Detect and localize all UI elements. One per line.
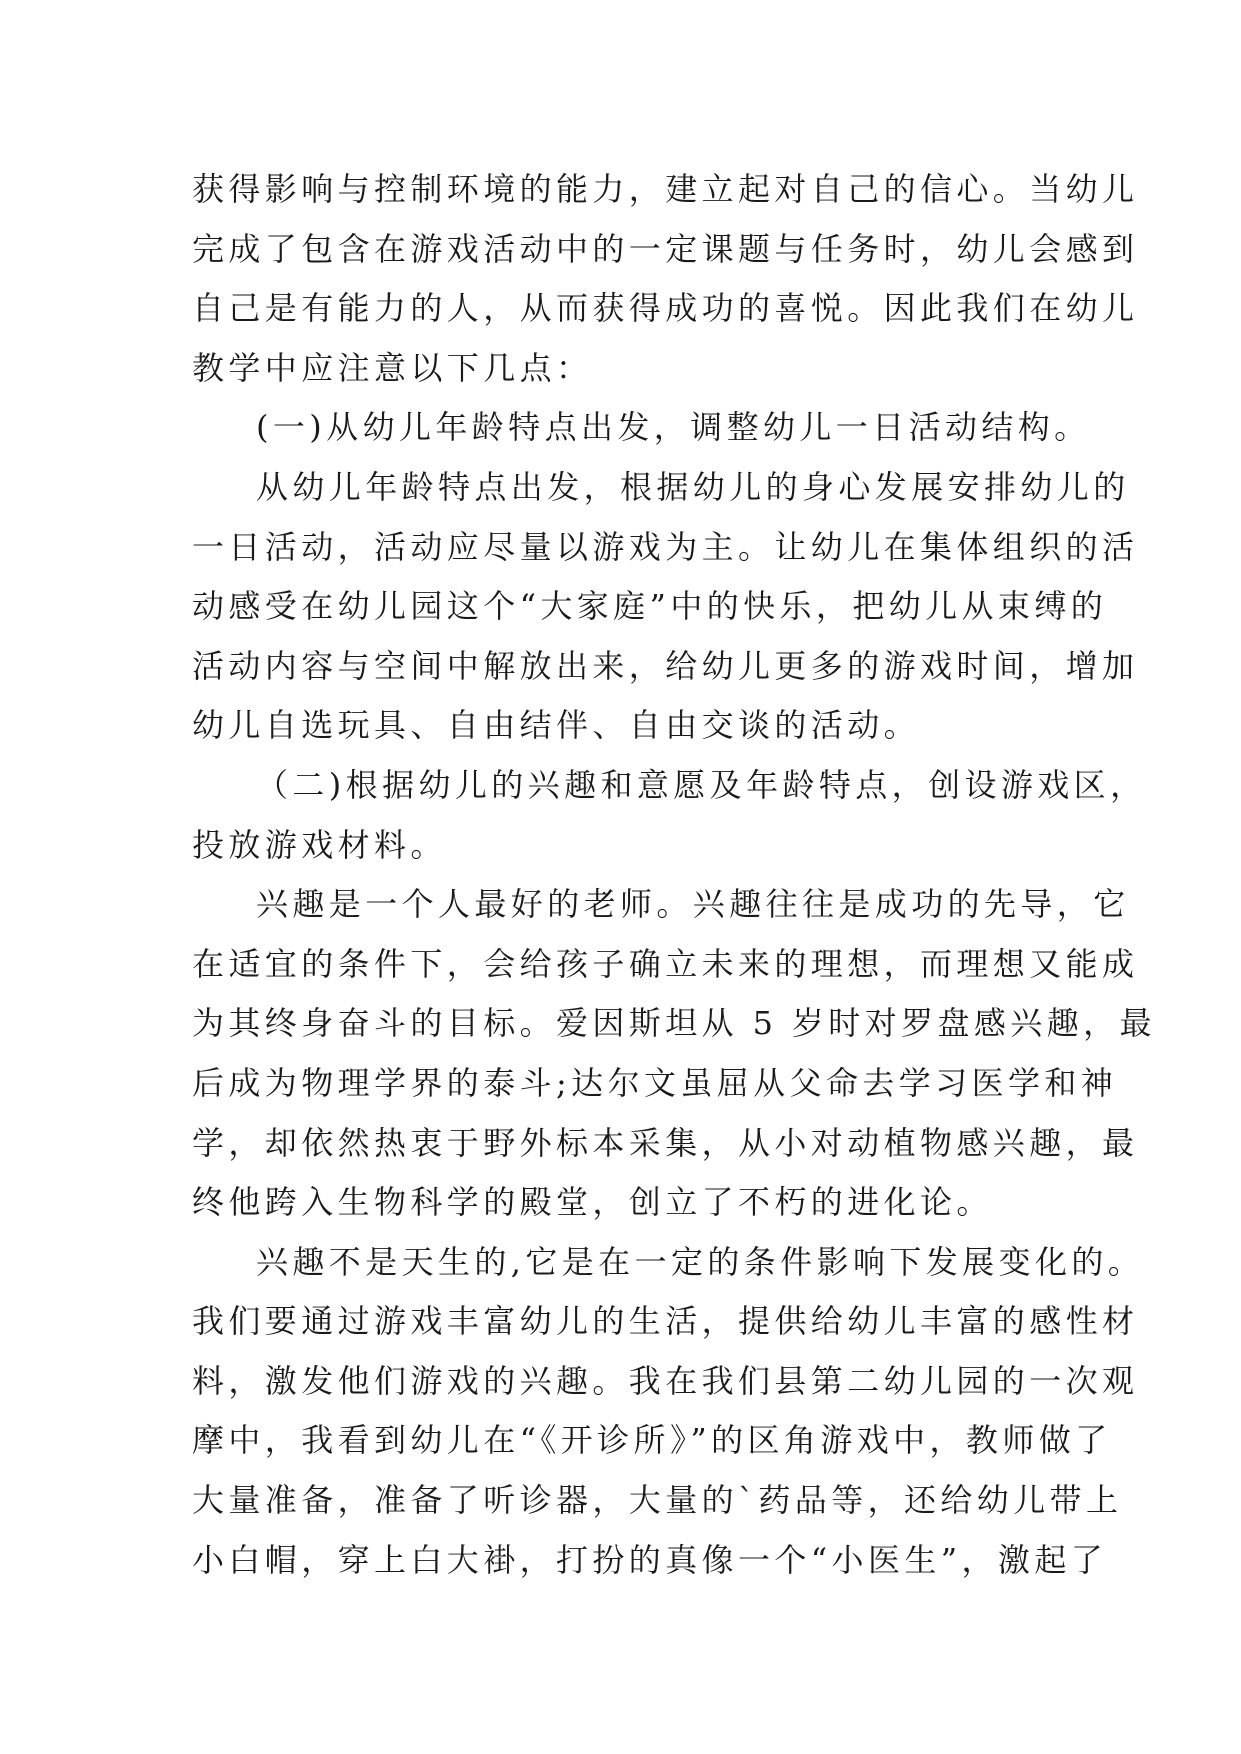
text-line: 获得影响与控制环境的能力，建立起对自己的信心。当幼儿	[192, 170, 1139, 208]
paragraph-start: 兴趣是一个人最好的老师。兴趣往往是成功的先导，它	[256, 885, 1130, 924]
text-line: 终他跨入生物科学的殿堂，创立了不朽的进化论。	[192, 1183, 993, 1222]
text-line: 摩中，我看到幼儿在“《开诊所》”的区角游戏中，教师做了	[192, 1421, 1112, 1460]
text-line: 为其终身奋斗的目标。爱因斯坦从 5 岁时对罗盘感兴趣，最	[192, 1004, 1156, 1043]
paragraph-start: 从幼儿年龄特点出发，根据幼儿的身心发展安排幼儿的	[256, 467, 1130, 506]
text-line: 自己是有能力的人，从而获得成功的喜悦。因此我们在幼儿	[192, 289, 1139, 328]
text-line: 后成为物理学界的泰斗;达尔文虽屈从父命去学习医学和神	[192, 1063, 1118, 1102]
text-line: 完成了包含在游戏活动中的一定课题与任务时，幼儿会感到	[192, 229, 1139, 268]
paragraph-start: 兴趣不是天生的,它是在一定的条件影响下发展变化的。	[256, 1242, 1145, 1281]
section-heading: （二)根据幼儿的兴趣和意愿及年龄特点，创设游戏区，	[256, 765, 1147, 804]
text-line: 动感受在幼儿园这个“大家庭”中的快乐，把幼儿从束缚的	[192, 587, 1108, 626]
text-line: 料，激发他们游戏的兴趣。我在我们县第二幼儿园的一次观	[192, 1361, 1139, 1400]
text-line: 学，却依然热衷于野外标本采集，从小对动植物感兴趣，最	[192, 1123, 1139, 1162]
text-line: 在适宜的条件下，会给孩子确立未来的理想，而理想又能成	[192, 944, 1139, 983]
text-line: 活动内容与空间中解放出来，给幼儿更多的游戏时间，增加	[192, 646, 1139, 685]
document-body	[192, 160, 1156, 1590]
text-line: 幼儿自选玩具、自由结伴、自由交谈的活动。	[192, 706, 921, 745]
text-line: 我们要通过游戏丰富幼儿的生活，提供给幼儿丰富的感性材	[192, 1302, 1139, 1341]
text-line: 小白帽，穿上白大褂，打扮的真像一个“小医生”，激起了	[192, 1540, 1108, 1579]
text-line: 大量准备，准备了听诊器，大量的`药品等，还给幼儿带上	[192, 1481, 1123, 1520]
text-line: 教学中应注意以下几点：	[192, 348, 593, 387]
section-heading: (一)从幼儿年龄特点出发，调整幼儿一日活动结构。	[256, 408, 1091, 447]
text-line: 一日活动，活动应尽量以游戏为主。让幼儿在集体组织的活	[192, 527, 1139, 566]
text-line: 投放游戏材料。	[192, 825, 447, 864]
